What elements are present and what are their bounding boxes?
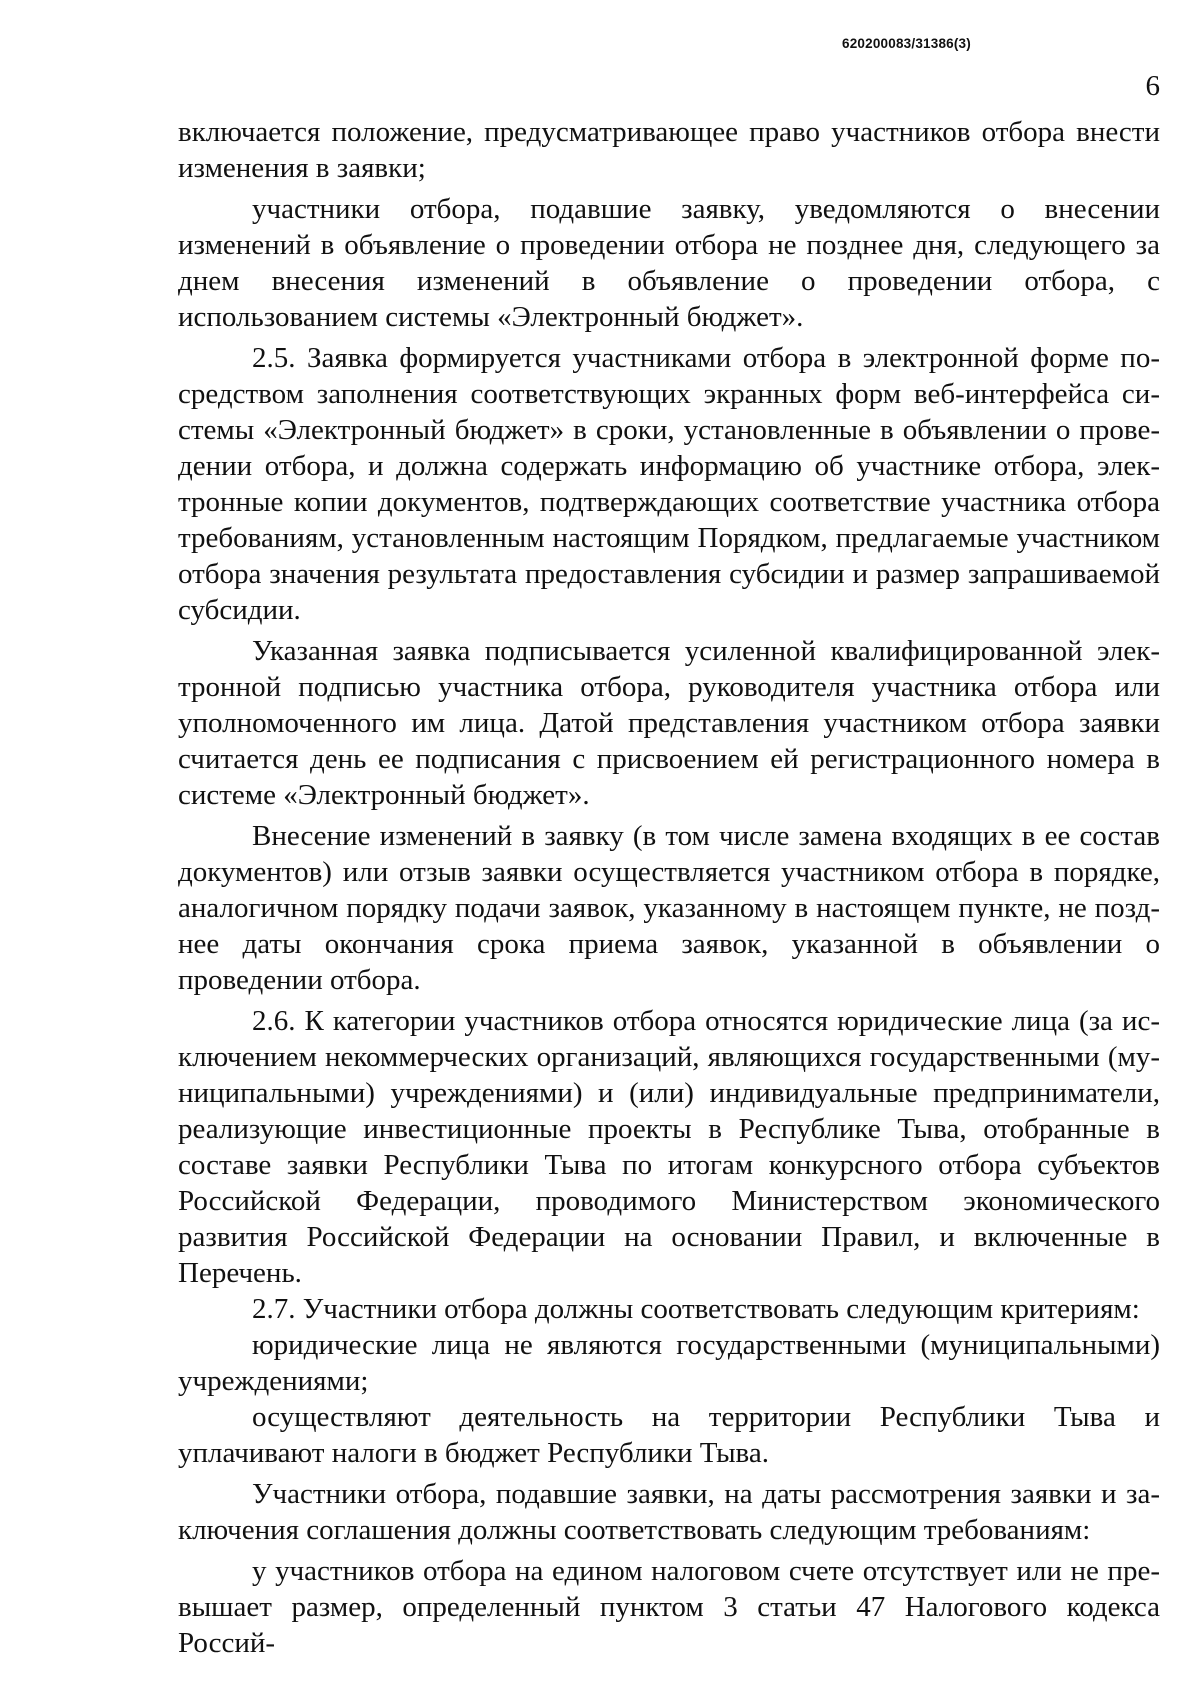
paragraph-criteria-1: юридические лица не являются государственными (муниципальными) учреждениями; — [178, 1329, 1160, 1397]
document-id: 620200083/31386(3) — [842, 36, 971, 51]
paragraph-changes: Внесение изменений в заявку (в том числе замена входящих в ее состав документов) или отзыв заявки осуществляется участником отбора в порядке, аналогичном порядку подачи заявок, указанному в настоящем пункте, не позднее даты окончания срока приема заявок, указанной в объявлении о проведении отбора. — [178, 820, 1160, 996]
paragraph-signature: Указанная заявка подписывается усиленной квалифицированной электронной подписью участника отбора, руководителя участника отбора или уполномоченного им лица. Датой представления участником отбора заявки считается день ее подписания с присвоением ей регистрационного номера в системе «Электронный бюджет». — [178, 635, 1160, 811]
paragraph-criteria-2: осуществляют деятельность на территории Республики Тыва и уплачивают налоги в бюджет Республики Тыва. — [178, 1401, 1160, 1469]
paragraph-notification: участники отбора, подавшие заявку, уведомляются о внесении изменений в объявление о проведении отбора не позднее дня, следующего за днем внесения изменений в объявление о проведении отбора, с использованием системы «Электронный бюджет». — [178, 193, 1160, 333]
paragraph-2-5: 2.5. Заявка формируется участниками отбора в электронной форме посредством заполнения соответствующих экранных форм веб-интерфейса системы «Электронный бюджет» в сроки, установленные в объявлении о проведении отбора, и должна содержать информацию об участнике отбора, электронные копии документов, подтверждающих соответствие участника отбора требованиям, установленным настоящим Порядком, предлагаемые участником отбора значения результата предоставления субсидии и размер запрашиваемой субсидии. — [178, 342, 1160, 626]
paragraph-continuation: включается положение, предусматривающее право участников отбора внести изменения в заявки; — [178, 116, 1160, 184]
page-number: 6 — [1145, 70, 1160, 102]
paragraph-requirements: Участники отбора, подавшие заявки, на даты рассмотрения заявки и заключения соглашения должны соответствовать следующим требованиям: — [178, 1478, 1160, 1546]
paragraph-2-6: 2.6. К категории участников отбора относятся юридические лица (за исключением некоммерческих организаций, являющихся государственными (муниципальными) учреждениями) и (или) индивидуальные предприниматели, реализующие инвестиционные проекты в Республике Тыва, отобранные в составе заявки Республики Тыва по итогам конкурсного отбора субъектов Российской Федерации, проводимого Министерством экономического развития Российской Федерации на основании Правил, и включенные в Перечень. — [178, 1005, 1160, 1289]
paragraph-2-7: 2.7. Участники отбора должны соответствовать следующим критериям: — [252, 1293, 1140, 1325]
document-body — [178, 114, 1160, 1661]
paragraph-tax: у участников отбора на едином налоговом счете отсутствует или не превышает размер, определенный пунктом 3 статьи 47 Налогового кодекса Россий- — [178, 1555, 1160, 1659]
